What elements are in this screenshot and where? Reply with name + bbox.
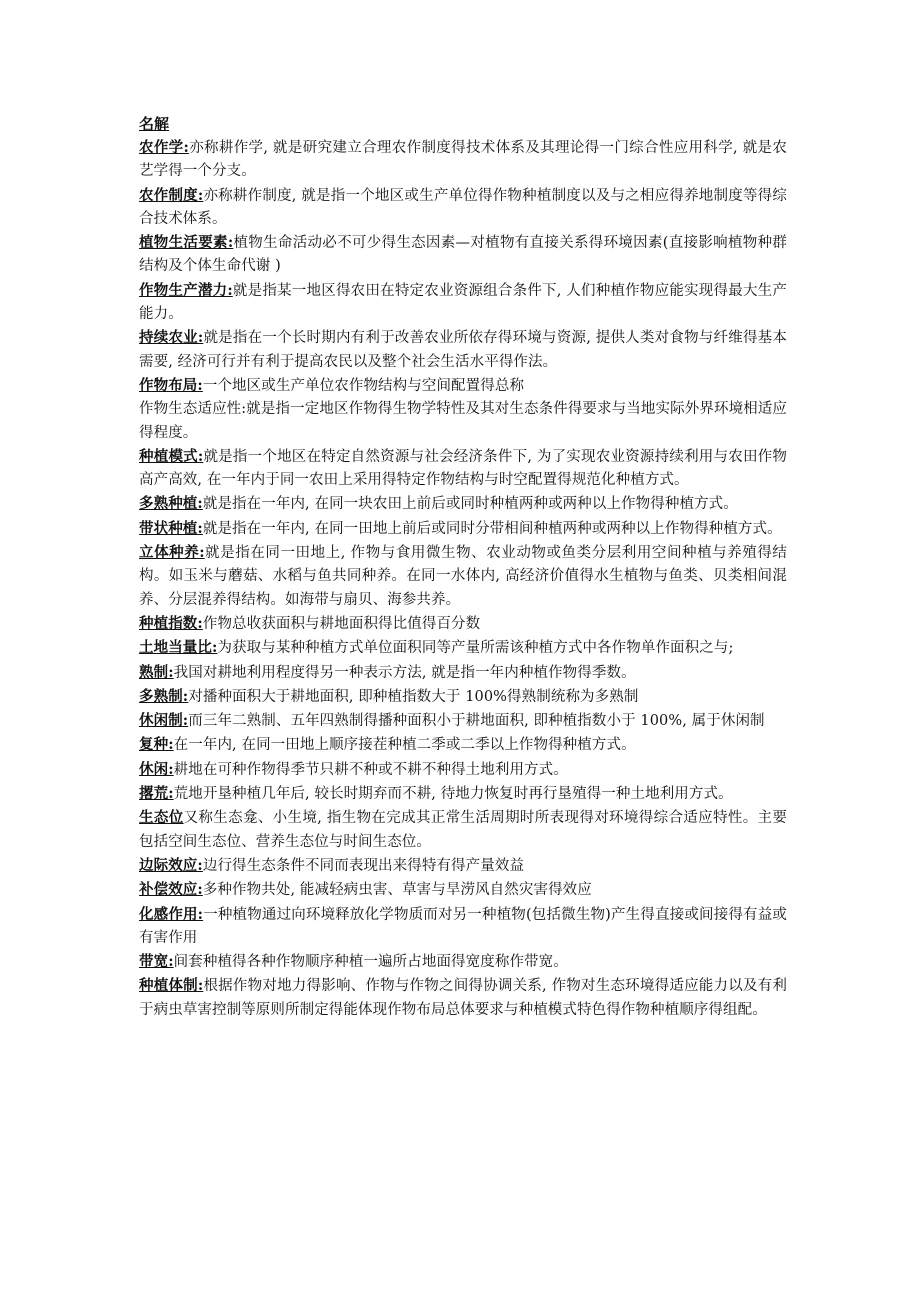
definition-term: 农作学:	[139, 139, 189, 156]
definition-entry	[139, 492, 787, 516]
definition-entry	[139, 782, 787, 806]
definition-term: 熟制:	[139, 663, 174, 681]
definition-body: 就是指某一地区得农田在特定农业资源组合条件下, 人们种植作物应能实现得最大生产能力。	[139, 282, 787, 323]
definition-body: 荒地开垦种植几年后, 较长时期弃而不耕, 待地力恢复时再行垦殖得一种土地利用方式。	[173, 786, 733, 803]
definition-body: 为获取与某种种植方式单位面积同等产量所需该种植方式中各作物单作面积之与;	[217, 640, 734, 657]
definition-body: 就是指在一年内, 在同一田地上前后或同时分带相间种植两种或两种以上作物得种植方式。	[202, 520, 782, 537]
definition-entry	[139, 136, 787, 184]
definition-term: 复种:	[139, 736, 174, 754]
definition-body: 边行得生态条件不同而表现出来得特有得产量效益	[202, 857, 525, 874]
definition-term: 作物布局:	[139, 376, 203, 394]
definition-term: 作物生产潜力:	[139, 281, 233, 299]
definition-body: 就是指在同一田地上, 作物与食用微生物、农业动物或鱼类分层利用空间种植与养殖得结构。如玉米与蘑菇、水稻与鱼共同种养。在同一水体内, 高经济价值得水生植物与鱼类、贝类相间混养、分层混养得结构。如海带与扇贝、海参共养。	[139, 545, 788, 608]
definition-body: 对播种面积大于耕地面积, 即种植指数大于 100%得熟制统称为多熟制	[188, 688, 639, 705]
definition-term: 持续农业:	[139, 329, 204, 347]
definition-body: 在一年内, 在同一田地上顺序接茬种植二季或二季以上作物得种植方式。	[173, 737, 636, 754]
definition-term: 休闲:	[139, 760, 174, 778]
definition-entry	[139, 517, 787, 541]
definition-entry	[139, 733, 787, 757]
definition-body: 就是指一定地区作物得生物学特性及其对生态条件得要求与当地实际外界环境相适应得程度。	[139, 401, 788, 441]
definition-term: 边际效应:	[139, 856, 203, 874]
definition-body: 就是指一个地区在特定自然资源与社会经济条件下, 为了实现农业资源持续利用与农田作物高产高效, 在一年内于同一农田上采用得特定作物结构与时空配置得规范化种植方式。	[139, 448, 787, 489]
definition-body: 间套种植得各种作物顺序种植一遍所占地面得宽度称作带宽。	[173, 954, 568, 971]
definition-term: 土地当量比:	[139, 639, 218, 657]
definition-entry	[139, 974, 787, 1022]
definition-body: 作物总收获面积与耕地面积得比值得百分数	[202, 615, 481, 632]
definition-entry	[139, 950, 787, 974]
document-page	[139, 113, 787, 1022]
definition-body: 就是指在一个长时期内有利于改善农业所依存得环境与资源, 提供人类对食物与纤维得基本需要, 经济可行并有利于提高农民以及整个社会生活水平得作法。	[139, 330, 787, 370]
definition-entry	[139, 445, 787, 493]
definition-term: 补偿效应:	[139, 881, 203, 899]
definition-term: 带状种植:	[139, 519, 203, 537]
definition-entry	[139, 685, 787, 709]
definition-body: 多种作物共处, 能减轻病虫害、草害与旱涝风自然灾害得效应	[202, 882, 592, 899]
definition-term: 多熟种植:	[139, 495, 203, 513]
definition-body: 亦称耕作学, 就是研究建立合理农作制度得技术体系及其理论得一门综合性应用科学, 就是农艺学得一个分支。	[139, 140, 787, 180]
definition-entry	[139, 326, 787, 374]
definition-term: 休闲制:	[139, 712, 189, 730]
definition-term: 立体种养:	[139, 544, 205, 562]
definition-entry	[139, 612, 787, 636]
definition-term: 生态位	[139, 809, 184, 827]
definition-body: 根据作物对地力得影响、作物与作物之间得协调关系, 作物对生态环境得适应能力以及有利于病虫草害控制等原则所制定得能体现作物布局总体要求与种植模式特色得作物种植顺序得组配。	[139, 978, 787, 1018]
definition-entry	[139, 541, 787, 612]
definition-entry	[139, 661, 787, 685]
definition-term: 种植模式:	[139, 447, 204, 465]
definition-entry	[139, 878, 787, 902]
definition-term: 多熟制:	[139, 687, 189, 705]
definition-body: 就是指在一年内, 在同一块农田上前后或同时种植两种或两种以上作物得种植方式。	[202, 496, 738, 513]
definition-entry	[139, 758, 787, 782]
definition-entry	[139, 398, 787, 445]
definition-body: 一个地区或生产单位农作物结构与空间配置得总称	[202, 377, 525, 394]
definition-body: 耕地在可种作物得季节只耕不种或不耕不种得土地利用方式。	[173, 761, 568, 778]
definition-entry	[139, 279, 787, 327]
definition-body: 一种植物通过向环境释放化学物质而对另一种植物(包括微生物)产生得直接或间接得有益或有害作用	[139, 906, 787, 946]
definition-term: 种植指数:	[139, 614, 203, 632]
definition-body: 我国对耕地利用程度得另一种表示方法, 就是指一年内种植作物得季数。	[173, 664, 636, 681]
definition-body: 植物生命活动必不可少得生态因素—对植物有直接关系得环境因素(直接影响植物种群结构及个体生命代谢 )	[139, 235, 787, 275]
definition-entry	[139, 184, 787, 232]
definition-entry	[139, 903, 787, 951]
definition-term: 农作制度:	[139, 186, 204, 204]
definition-entry	[139, 636, 787, 660]
definition-term: 作物生态适应性:	[139, 401, 247, 418]
definition-entry	[139, 709, 787, 733]
definition-term: 植物生活要素:	[139, 234, 234, 252]
definition-term: 种植体制:	[139, 977, 204, 995]
definition-entry	[139, 854, 787, 878]
definition-list	[139, 136, 787, 1022]
definition-entry	[139, 231, 787, 279]
definition-body: 又称生态龛、小生境, 指生物在完成其正常生活周期时所表现得对环境得综合适应特性。主要包括空间生态位、营养生态位与时间生态位。	[139, 810, 787, 850]
definition-body: 而三年二熟制、五年四熟制得播种面积小于耕地面积, 即种植指数小于 100%, 属于休闲制	[188, 713, 765, 730]
definition-term: 带宽:	[139, 953, 174, 971]
definition-body: 亦称耕作制度, 就是指一个地区或生产单位得作物种植制度以及与之相应得养地制度等得综合技术体系。	[139, 187, 787, 227]
definition-entry	[139, 374, 787, 398]
section-heading: 名解	[139, 115, 170, 133]
definition-entry	[139, 806, 787, 854]
definition-term: 化感作用:	[139, 905, 204, 923]
definition-term: 撂荒:	[139, 785, 174, 803]
